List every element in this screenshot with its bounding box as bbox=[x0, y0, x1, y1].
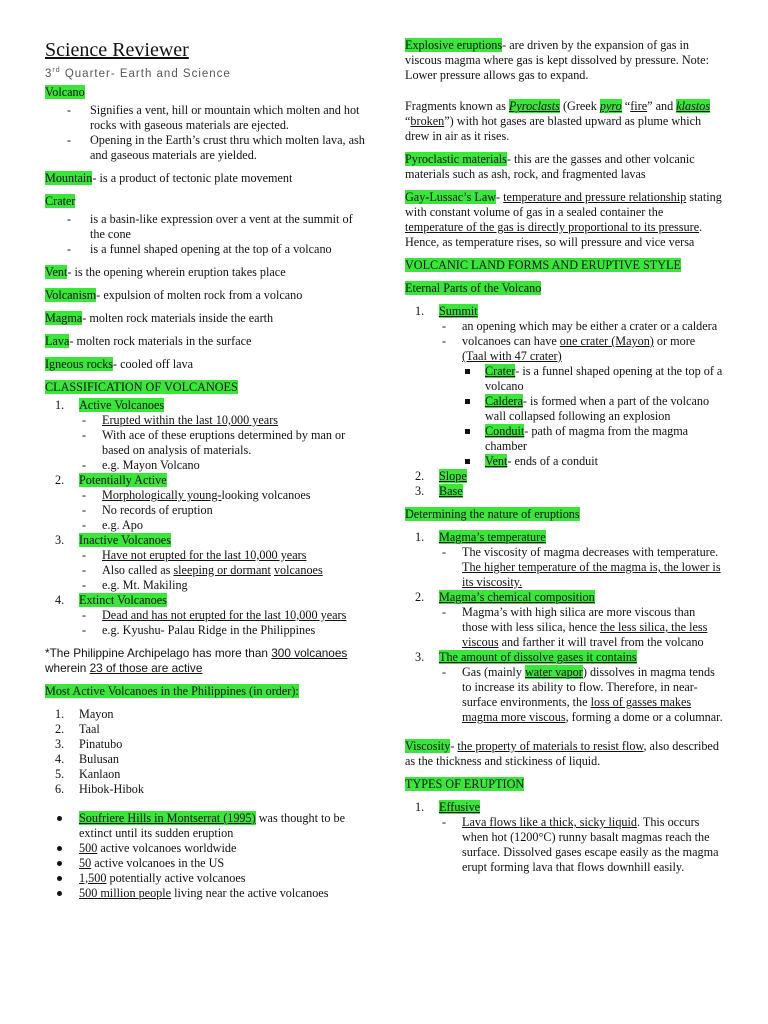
volcano-name: Hibok-Hibok bbox=[79, 781, 144, 796]
text: “ bbox=[405, 114, 411, 128]
item-number: 6. bbox=[55, 781, 65, 796]
underlined-text: temperature and pressure relationship bbox=[503, 190, 687, 204]
text: Magma’s with high silica are more viscous than those with less silica, hence bbox=[462, 605, 696, 634]
crater-term: Crater bbox=[45, 193, 76, 208]
list-item: - is a basin-like expression over a vent at the summit of the cone bbox=[45, 212, 367, 242]
list-item: - Dead and has not erupted for the last 10,000 years bbox=[79, 608, 367, 623]
list-item bbox=[462, 454, 723, 469]
subtitle-superscript: rd bbox=[52, 67, 61, 74]
list-item bbox=[45, 593, 367, 638]
text: Fragments known as bbox=[405, 99, 509, 113]
item-number: 3. bbox=[55, 532, 65, 547]
mountain-def: - is a product of tectonic plate movement bbox=[92, 170, 293, 185]
item-number: 4. bbox=[55, 751, 65, 766]
underlined-text: the less silica, the less viscous bbox=[462, 620, 708, 649]
highlighted-text: pyro bbox=[599, 99, 622, 113]
temperature-label: Magma’s temperature bbox=[439, 530, 546, 544]
list-item bbox=[79, 563, 367, 578]
lava-term: Lava bbox=[45, 333, 70, 348]
list-item bbox=[462, 364, 723, 394]
text: . Hence, as temperature rises, so will pressure and vice versa bbox=[405, 220, 703, 249]
most-active-heading: Most Active Volcanoes in the Philippines (in order): bbox=[45, 683, 299, 698]
underlined-text: 500 bbox=[79, 840, 98, 855]
page-subtitle bbox=[45, 63, 367, 82]
pyroclastic-term: Pyroclastic materials bbox=[405, 152, 507, 166]
list-item bbox=[405, 530, 723, 590]
list-item bbox=[45, 707, 367, 722]
item-number: 3. bbox=[55, 736, 65, 751]
list-item: - Erupted within the last 10,000 years bbox=[79, 413, 367, 428]
vent-definition bbox=[45, 265, 367, 280]
list-item bbox=[45, 737, 367, 752]
text: - is formed when a part of the volcano wall collapsed following an explosion bbox=[485, 394, 710, 423]
text: - bbox=[450, 739, 458, 753]
crater-list bbox=[45, 212, 367, 257]
list-item bbox=[45, 767, 367, 782]
vent-term: Vent bbox=[485, 454, 508, 468]
underlined-text: 50 bbox=[79, 855, 92, 870]
text: volcanoes can have bbox=[462, 334, 560, 348]
explosive-definition bbox=[405, 38, 723, 83]
underlined-text: temperature of the gas is directly proportional to its pressure bbox=[405, 220, 700, 234]
list-item bbox=[45, 782, 367, 797]
item-number: 2. bbox=[415, 469, 425, 483]
gay-lussac-term: Gay-Lussac’s Law bbox=[405, 190, 497, 204]
effusive-label: Effusive bbox=[439, 800, 481, 814]
underlined-text: the property of materials to resist flow bbox=[457, 739, 644, 753]
text: - is a funnel shaped opening at the top of a volcano bbox=[485, 364, 723, 393]
mountain-definition bbox=[45, 171, 367, 186]
vent-def: - is the opening wherein eruption takes place bbox=[67, 264, 286, 279]
text: . This occurs when hot (1200°C) runny basalt magmas reach the surface. Dissolved gases escape easily as the magma erupt forming lava that flows downhill easily. bbox=[462, 815, 719, 874]
crater-term: Crater bbox=[485, 364, 516, 378]
underlined-text: loss of gasses makes magma more viscous bbox=[462, 695, 692, 724]
list-item bbox=[405, 304, 723, 469]
list-item bbox=[45, 841, 367, 856]
magma-term: Magma bbox=[45, 310, 83, 325]
text: or more bbox=[653, 334, 696, 348]
list-item: - Opening in the Earth’s crust thru which molten lava, ash and gaseous materials are yielded. bbox=[45, 133, 367, 163]
text: - ends of a conduit bbox=[507, 454, 599, 468]
item-number: 1. bbox=[55, 397, 65, 412]
list-item bbox=[439, 605, 723, 650]
item-number: 3. bbox=[415, 650, 425, 664]
text: looking volcanoes bbox=[221, 487, 311, 502]
active-volcanoes-label: Active Volcanoes bbox=[79, 397, 165, 412]
text: Gas (mainly bbox=[462, 665, 525, 679]
classification-section bbox=[45, 380, 367, 638]
crater-section bbox=[45, 194, 367, 257]
volcanism-def: - expulsion of molten rock from a volcano bbox=[96, 287, 303, 302]
highlighted-text: Soufriere Hills in Montserrat (1995) bbox=[79, 810, 256, 825]
text: living near the active volcanoes bbox=[171, 885, 329, 900]
chemical-composition-label: Magma’s chemical composition bbox=[439, 590, 595, 604]
text: - bbox=[496, 190, 504, 204]
list-item: - With ace of these eruptions determined by man or based on analysis of materials. bbox=[79, 428, 367, 458]
underlined-text: (Taal with 47 crater) bbox=[462, 349, 562, 363]
magma-definition bbox=[45, 311, 367, 326]
item-number: 1. bbox=[415, 304, 425, 318]
volcano-name: Taal bbox=[79, 721, 100, 736]
explosive-def: - are driven by the expansion of gas in viscous magma where gas is kept dissolved by pressure. Note: Lower pressure allows gas to expand. bbox=[405, 38, 709, 82]
subtitle-text: Quarter- Earth and Science bbox=[60, 67, 231, 80]
base-label: Base bbox=[439, 484, 463, 498]
volcanism-definition bbox=[45, 288, 367, 303]
text: active volcanoes in the US bbox=[91, 855, 225, 870]
list-item bbox=[405, 590, 723, 650]
list-item bbox=[79, 488, 367, 503]
text: - path of magma from the magma chamber bbox=[485, 424, 689, 453]
summit-label: Summit bbox=[439, 304, 478, 318]
igneous-definition bbox=[45, 357, 367, 372]
volcano-section bbox=[45, 85, 367, 163]
item-number: 3. bbox=[415, 484, 425, 498]
list-item: - e.g. Mayon Volcano bbox=[79, 458, 367, 473]
underlined-text: 1,500 bbox=[79, 870, 107, 885]
text: , forming a dome or a columnar. bbox=[565, 710, 723, 724]
viscosity-definition bbox=[405, 739, 723, 769]
text: stating with constant volume of gas in a sealed container the bbox=[405, 190, 722, 219]
fragments-paragraph bbox=[405, 99, 723, 144]
text: potentially active volcanoes bbox=[106, 870, 246, 885]
types-list bbox=[405, 800, 723, 875]
lava-def: - molten rock materials in the surface bbox=[69, 333, 252, 348]
right-column bbox=[405, 38, 723, 875]
list-item bbox=[45, 856, 367, 871]
vent-term: Vent bbox=[45, 264, 68, 279]
list-item: - is a funnel shaped opening at the top of a volcano bbox=[45, 242, 367, 257]
list-item bbox=[45, 533, 367, 593]
nature-section bbox=[405, 507, 723, 725]
list-item bbox=[45, 752, 367, 767]
text: wherein bbox=[45, 660, 90, 675]
list-item bbox=[45, 811, 367, 841]
text: was thought to be extinct until its sudden eruption bbox=[79, 810, 346, 840]
list-item: - e.g. Kyushu- Palau Ridge in the Philippines bbox=[79, 623, 367, 638]
explosive-term: Explosive eruptions bbox=[405, 38, 503, 52]
item-number: 2. bbox=[415, 590, 425, 604]
volcano-list bbox=[45, 103, 367, 163]
list-item bbox=[405, 800, 723, 875]
text: *The Philippine Archipelago has more than bbox=[45, 645, 272, 660]
gay-lussac-definition bbox=[405, 190, 723, 250]
text: , also described as the thickness and stickiness of liquid. bbox=[405, 739, 719, 768]
left-column bbox=[45, 38, 367, 901]
list-item bbox=[45, 886, 367, 901]
item-number: 4. bbox=[55, 592, 65, 607]
volcanism-term: Volcanism bbox=[45, 287, 97, 302]
text: ) dissolves in magma tends to increase its ability to flow. Therefore, in near-surface environments, the bbox=[462, 665, 715, 709]
list-item: - Have not erupted for the last 10,000 years bbox=[79, 548, 367, 563]
landforms-heading: VOLCANIC LAND FORMS AND ERUPTIVE STYLE bbox=[405, 258, 681, 272]
archipelago-note bbox=[45, 646, 367, 676]
caldera-term: Caldera bbox=[485, 394, 523, 408]
list-item: - an opening which may be either a crater or a caldera bbox=[439, 319, 723, 334]
mountain-term: Mountain bbox=[45, 170, 93, 185]
eternal-parts-section bbox=[405, 281, 723, 499]
text: ”) with hot gases are blasted upward as plume which drew in air as it rises. bbox=[405, 114, 702, 143]
list-item: - e.g. Apo bbox=[79, 518, 367, 533]
item-number: 2. bbox=[55, 721, 65, 736]
slope-label: Slope bbox=[439, 469, 467, 483]
item-number: 1. bbox=[415, 800, 425, 814]
classification-list bbox=[45, 398, 367, 638]
nature-list bbox=[405, 530, 723, 725]
igneous-term: Igneous rocks bbox=[45, 356, 114, 371]
classification-heading: CLASSIFICATION OF VOLCANOES bbox=[45, 379, 238, 394]
pyroclastic-definition bbox=[405, 152, 723, 182]
text: and farther it will travel from the volcano bbox=[498, 635, 704, 649]
list-item bbox=[45, 398, 367, 473]
underlined-text: 500 million people bbox=[79, 885, 172, 900]
summit-sublist bbox=[462, 364, 723, 469]
highlighted-text: Pyroclasts bbox=[508, 99, 560, 113]
underlined-text: fire bbox=[630, 99, 648, 113]
text: Also called as bbox=[102, 562, 174, 577]
most-active-section bbox=[45, 684, 367, 797]
item-number: 1. bbox=[415, 530, 425, 544]
igneous-def: - cooled off lava bbox=[113, 356, 194, 371]
nature-heading: Determining the nature of eruptions bbox=[405, 507, 580, 521]
list-item bbox=[462, 394, 723, 424]
pyroclastic-def: - this are the gasses and other volcanic materials such as ash, rock, and fragmented lavas bbox=[405, 152, 695, 181]
highlighted-text: water vapor bbox=[524, 665, 583, 679]
list-item bbox=[405, 469, 723, 484]
list-item bbox=[439, 545, 723, 590]
page-title: Science Reviewer bbox=[45, 39, 189, 61]
volcano-name: Pinatubo bbox=[79, 736, 123, 751]
list-item: - Signifies a vent, hill or mountain which molten and hot rocks with gaseous materials are ejected. bbox=[45, 103, 367, 133]
list-item bbox=[439, 815, 723, 875]
most-active-list bbox=[45, 707, 367, 797]
list-item bbox=[45, 722, 367, 737]
item-number: 2. bbox=[55, 472, 65, 487]
item-number: 5. bbox=[55, 766, 65, 781]
text: The viscosity of magma decreases with temperature. bbox=[462, 545, 719, 559]
list-item: - No records of eruption bbox=[79, 503, 367, 518]
underlined-text: Morphologically young- bbox=[102, 487, 222, 502]
list-item bbox=[45, 473, 367, 533]
landforms-heading-row bbox=[405, 258, 723, 273]
underlined-text: The higher temperature of the magma is, the lower is its viscosity. bbox=[462, 560, 721, 589]
underlined-text: 23 of those are active bbox=[89, 660, 203, 675]
text: “ bbox=[621, 99, 631, 113]
potentially-active-label: Potentially Active bbox=[79, 472, 167, 487]
text: active volcanoes worldwide bbox=[97, 840, 237, 855]
list-item bbox=[45, 871, 367, 886]
list-item bbox=[405, 484, 723, 499]
magma-def: - molten rock materials inside the earth bbox=[82, 310, 274, 325]
types-section bbox=[405, 777, 723, 875]
conduit-term: Conduit bbox=[485, 424, 525, 438]
list-item bbox=[462, 424, 723, 454]
underlined-text: broken bbox=[410, 114, 445, 128]
list-item bbox=[439, 334, 723, 469]
underlined-text: one crater (Mayon) bbox=[559, 334, 654, 348]
volcano-name: Mayon bbox=[79, 706, 114, 721]
inactive-volcanoes-label: Inactive Volcanoes bbox=[79, 532, 171, 547]
underlined-text: 300 volcanoes bbox=[271, 645, 348, 660]
volcano-term: Volcano bbox=[45, 84, 85, 99]
types-heading: TYPES OF ERUPTION bbox=[405, 777, 525, 791]
facts-list bbox=[45, 811, 367, 901]
volcano-name: Kanlaon bbox=[79, 766, 121, 781]
underlined-text: volcanoes bbox=[273, 562, 323, 577]
text: (Greek bbox=[559, 99, 600, 113]
eternal-parts-heading: Eternal Parts of the Volcano bbox=[405, 281, 542, 295]
viscosity-term: Viscosity bbox=[405, 739, 451, 753]
underlined-text: sleeping or dormant bbox=[173, 562, 271, 577]
volcano-name: Bulusan bbox=[79, 751, 119, 766]
text: ” and bbox=[647, 99, 677, 113]
lava-definition bbox=[45, 334, 367, 349]
dissolved-gases-label: The amount of dissolve gases it contains bbox=[439, 650, 637, 664]
extinct-volcanoes-label: Extinct Volcanoes bbox=[79, 592, 167, 607]
list-item: - e.g. Mt. Makiling bbox=[79, 578, 367, 593]
list-item bbox=[405, 650, 723, 725]
underlined-text: Lava flows like a thick, sicky liquid bbox=[462, 815, 637, 829]
list-item bbox=[439, 665, 723, 725]
subtitle-number: 3 bbox=[45, 67, 53, 80]
item-number: 1. bbox=[55, 706, 65, 721]
eternal-parts-list bbox=[405, 304, 723, 499]
highlighted-text: klastos bbox=[676, 99, 711, 113]
